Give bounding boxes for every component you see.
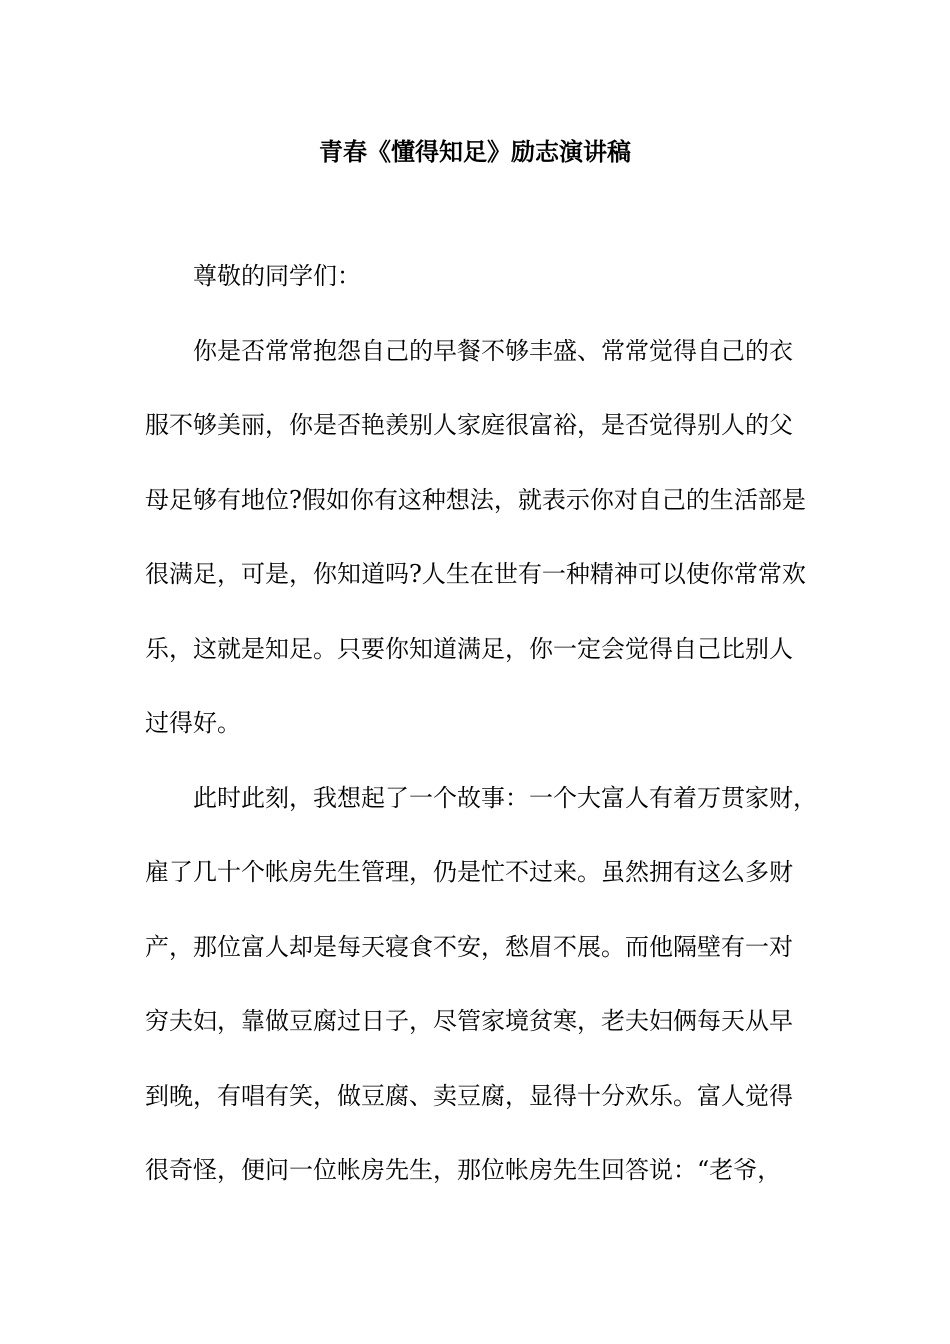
text-line: 乐，这就是知足。只要你知道满足，你一定会觉得自己比别人 xyxy=(145,634,793,663)
text-line: 雇了几十个帐房先生管理，仍是忙不过来。虽然拥有这么多财 xyxy=(145,858,793,886)
document-body xyxy=(145,256,817,1225)
text-line: 你是否常常抱怨自己的早餐不够丰盛、常常觉得自己的衣 xyxy=(193,336,793,365)
text-line: 很奇怪，便问一位帐房先生，那位帐房先生回答说：“老爷， xyxy=(145,1156,782,1184)
text-line: 穷夫妇，靠做豆腐过日子，尽管家境贫寒，老夫妇俩每天从早 xyxy=(145,1007,793,1035)
text-line: 母足够有地位?假如你有这种想法，就表示你对自己的生活部是 xyxy=(145,485,806,514)
text-line: 很满足，可是，你知道吗?人生在世有一种精神可以使你常常欢 xyxy=(145,560,806,588)
document-title: 青春《懂得知足》励志演讲稿 xyxy=(319,137,631,166)
text-line: 此时此刻，我想起了一个故事：一个大富人有着万贯家财， xyxy=(193,783,817,812)
text-line: 产，那位富人却是每天寝食不安，愁眉不展。而他隔壁有一对 xyxy=(145,932,793,961)
text-line: 过得好。 xyxy=(145,709,241,737)
text-line: 服不够美丽，你是否艳羡别人家庭很富裕，是否觉得别人的父 xyxy=(145,411,793,439)
text-line-salutation: 尊敬的同学们： xyxy=(193,262,361,290)
text-line: 到晚，有唱有笑，做豆腐、卖豆腐，显得十分欢乐。富人觉得 xyxy=(145,1081,793,1110)
